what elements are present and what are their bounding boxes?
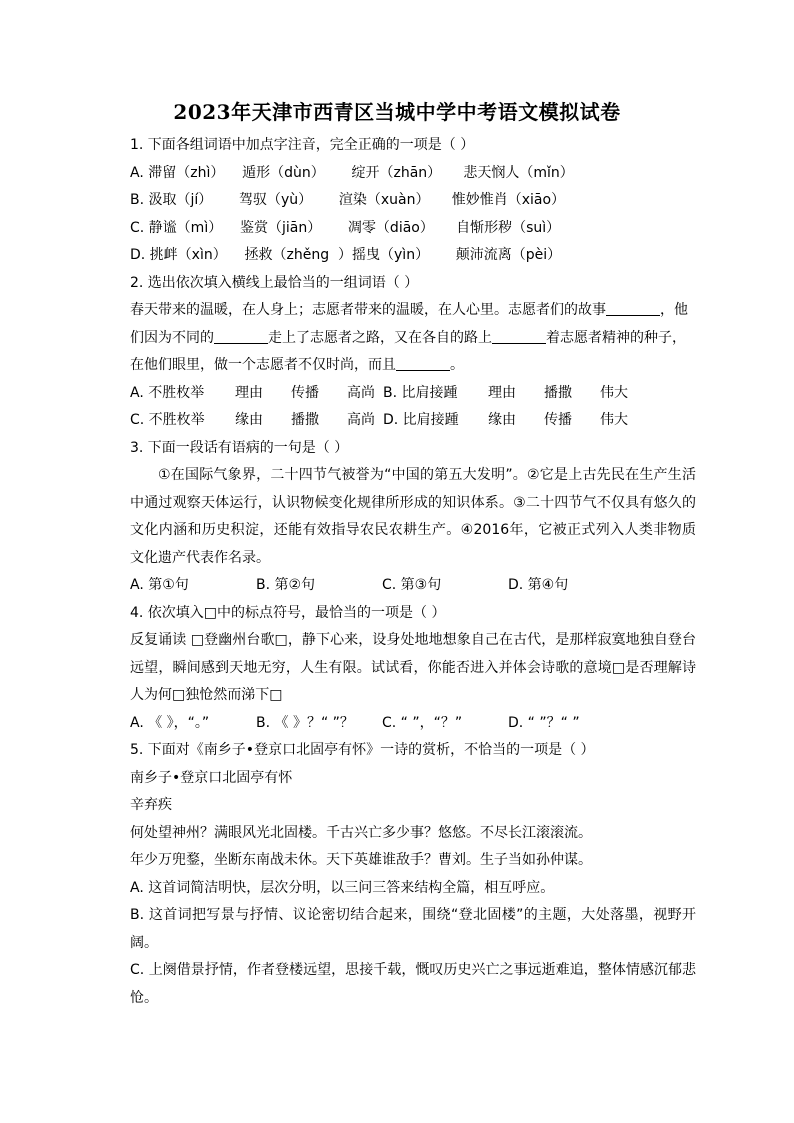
fill-blank xyxy=(606,301,660,316)
q1-stem: 1. 下面各组词语中加点字注音，完全正确的一项是（ ） xyxy=(130,137,475,153)
q2-text: 们因为不同的 xyxy=(130,329,214,346)
q4-option-a: A. 《 》，“。” xyxy=(130,714,210,731)
q2-option-word: 缘由 xyxy=(488,412,516,428)
q2-option-word: 缘由 xyxy=(235,412,263,428)
q2-option-word: 高尚 xyxy=(347,384,375,401)
q3-option-b: B. 第②句 xyxy=(256,577,316,593)
q2-option-word: 高尚 xyxy=(347,412,375,428)
q4-option-d: D. “ ”？“ ” xyxy=(508,714,580,731)
q2-text: 着志愿者精神的种子， xyxy=(546,329,686,346)
q2-options-row-2 xyxy=(130,407,696,435)
q2-para-line-3 xyxy=(130,352,696,380)
q3-stem: 3. 下面一段话有语病的一句是（ ） xyxy=(130,439,349,456)
poem-line-2: 年少万兜鍪，坐断东南战未休。天下英雄谁敌手？曹刘。生子当如孙仲谋。 xyxy=(130,852,592,868)
fill-blank xyxy=(492,329,546,344)
q2-option-c: C. 不胜枚举 xyxy=(130,412,205,428)
q3-option-c: C. 第③句 xyxy=(382,577,442,593)
q2-para-line-2 xyxy=(130,325,696,353)
q4-option-b: B. 《 》？“ ”？ xyxy=(256,714,354,731)
q5-option-c: C. 上阕借景抒情，作者登楼远望，思接千载，慨叹历史兴亡之事远逝难追，整体情感沉郁悲怆。 xyxy=(130,962,696,1006)
q1-option-b: B. 汲取（jí） 驾驭（yù） 渲染（xuàn） 惟妙惟肖（xiāo） xyxy=(130,192,566,208)
q2-option-b: B. 比肩接踵 xyxy=(383,384,458,401)
fill-blank xyxy=(396,356,450,371)
poem-title: 南乡子•登京口北固亭有怀 xyxy=(130,769,293,786)
q4-option-c: C. “ ”，“？” xyxy=(382,714,463,731)
q3-paragraph: ①在国际气象界，二十四节气被誉为“中国的第五大发明”。②它是上古先民在生产生活中通过观察天体运行，认识物候变化规律所形成的知识体系。③二十四节气不仅具有悠久的文化内涵和历史积淀，还能有效指导农民农耕生产。④2016年，它被正式列入人类非物质文化遗产代表作名录。 xyxy=(130,467,696,566)
page-title: 2023年天津市西青区当城中学中考语文模拟试卷 xyxy=(173,100,621,124)
q2-option-word: 伟大 xyxy=(600,412,628,428)
q2-option-d: D. 比肩接踵 xyxy=(383,412,459,428)
q2-option-a: A. 不胜枚举 xyxy=(130,384,205,401)
fill-blank xyxy=(214,329,268,344)
q3-option-a: A. 第①句 xyxy=(130,577,189,593)
q2-text: 春天带来的温暖，在人身上；志愿者带来的温暖，在人心里。志愿者们的故事 xyxy=(130,302,606,318)
q1-option-c: C. 静谧（mì） 鉴赏（jiān） 凋零（diāo） 自惭形秽（suì） xyxy=(130,219,561,236)
q2-text: 。 xyxy=(450,357,464,373)
q2-option-word: 传播 xyxy=(544,412,572,428)
q2-stem: 2. 选出依次填入横线上最恰当的一组词语（ ） xyxy=(130,274,419,291)
q2-option-word: 播撒 xyxy=(544,384,572,401)
q2-para-line-1 xyxy=(130,297,696,325)
q2-text: ，他 xyxy=(660,302,688,318)
q4-options xyxy=(130,710,696,738)
q2-option-word: 伟大 xyxy=(600,384,628,401)
exam-content xyxy=(130,132,696,1012)
q3-option-d: D. 第④句 xyxy=(508,577,569,593)
poem-author: 辛弃疾 xyxy=(130,797,172,813)
q2-options-row-1 xyxy=(130,380,696,408)
q5-option-a: A. 这首词简洁明快，层次分明，以三问三答来结构全篇，相互呼应。 xyxy=(130,879,555,896)
poem-line-1: 何处望神州？满眼风光北固楼。千古兴亡多少事？悠悠。不尽长江滚滚流。 xyxy=(130,824,592,841)
q5-stem: 5. 下面对《南乡子•登京口北固亭有怀》一诗的赏析，不恰当的一项是（ ） xyxy=(130,742,595,758)
q2-option-word: 传播 xyxy=(291,384,319,401)
q2-option-word: 理由 xyxy=(488,384,516,401)
q2-option-word: 播撒 xyxy=(291,412,319,428)
q4-paragraph: 反复诵读 □登幽州台歌□，静下心来，设身处地地想象自己在古代，是那样寂寞地独自登台远望，瞬间感到天地无穷，人生有限。试试看，你能否进入并体会诗歌的意境□是否理解诗人为何□独怆然而涕下□ xyxy=(130,632,696,703)
q2-text: 在他们眼里，做一个志愿者不仅时尚，而且 xyxy=(130,357,396,373)
q4-stem: 4. 依次填入□中的标点符号，最恰当的一项是（ ） xyxy=(130,604,446,621)
q2-option-word: 理由 xyxy=(235,384,263,401)
q3-options xyxy=(130,572,696,600)
q5-option-b: B. 这首词把写景与抒情、议论密切结合起来，围绕“登北固楼”的主题，大处落墨，视野开阔。 xyxy=(130,907,696,951)
q1-option-a: A. 滞留（zhì） 遁形（dùn） 绽开（zhān） 悲天悯人（mǐn） xyxy=(130,164,574,181)
q1-option-d: D. 挑衅（xìn） 拯救（zhěng ）摇曳（yìn） 颠沛流离（pèi） xyxy=(130,247,562,263)
q2-text: 走上了志愿者之路，又在各自的路上 xyxy=(268,329,492,346)
